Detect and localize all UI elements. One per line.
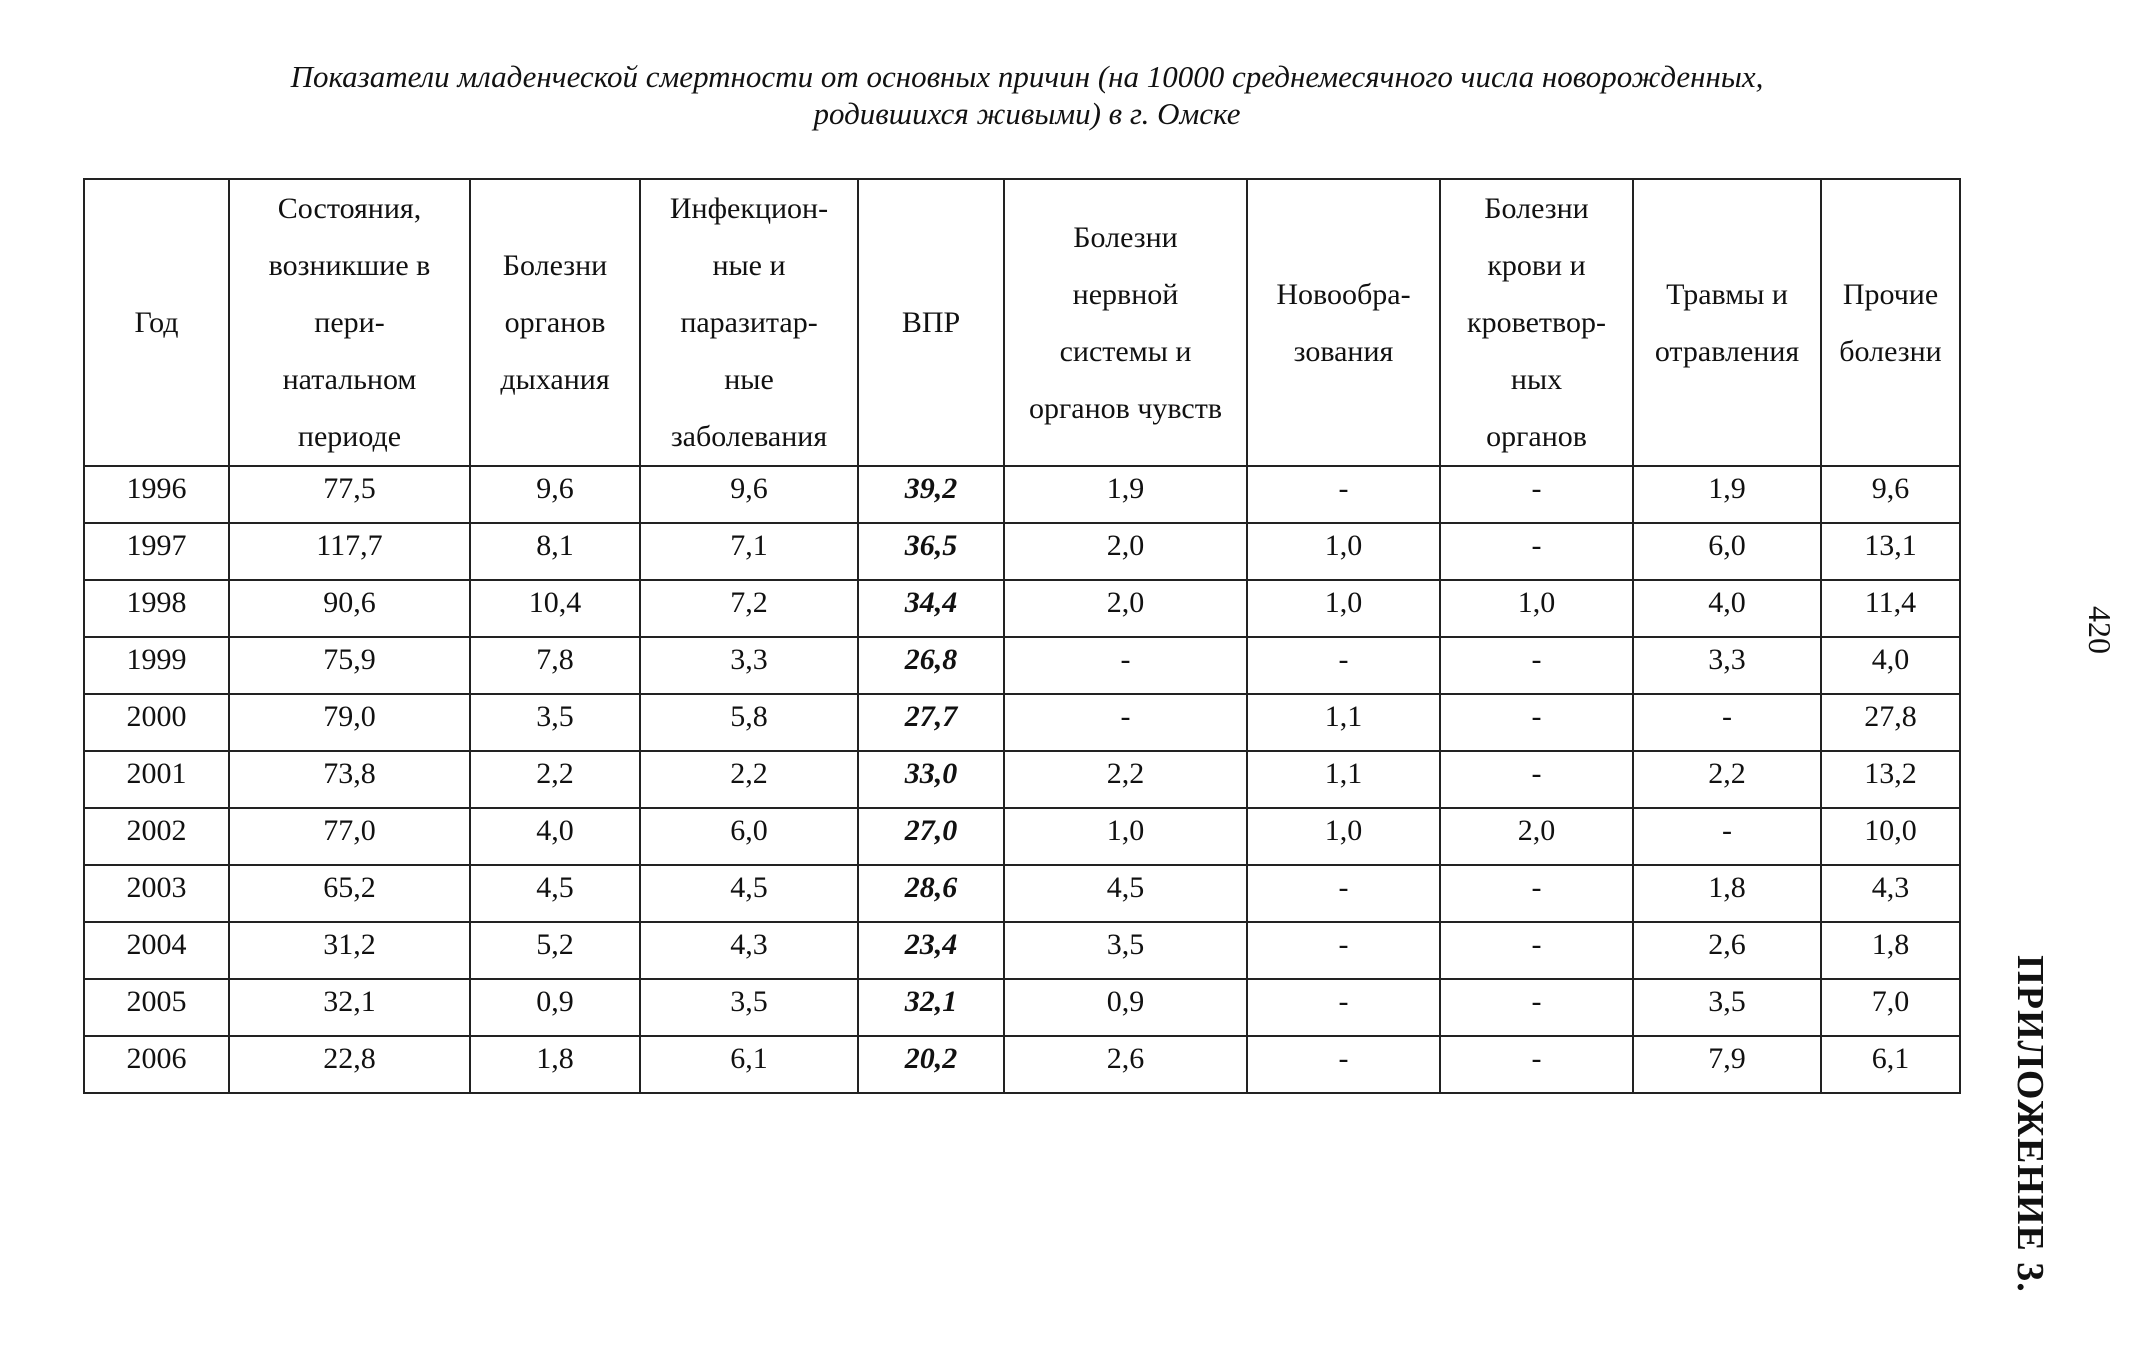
cell-vpr: 36,5 (858, 523, 1004, 580)
cell-infectious: 7,2 (640, 580, 858, 637)
cell-injuries: - (1633, 808, 1821, 865)
column-header-line: натальном (282, 363, 417, 396)
table-row (84, 865, 1960, 922)
column-header-line: ные и (712, 249, 786, 282)
column-header-line: паразитар- (680, 306, 818, 339)
cell-perinatal: 79,0 (229, 694, 470, 751)
table-header (84, 179, 1960, 466)
cell-other: 10,0 (1821, 808, 1960, 865)
cell-vpr: 33,0 (858, 751, 1004, 808)
cell-other: 6,1 (1821, 1036, 1960, 1093)
cell-other: 1,8 (1821, 922, 1960, 979)
table-body (84, 466, 1960, 1093)
cell-respiratory: 9,6 (470, 466, 640, 523)
cell-blood: - (1440, 979, 1633, 1036)
cell-year: 1998 (84, 580, 229, 637)
cell-blood: - (1440, 1036, 1633, 1093)
column-header-line: периоде (297, 420, 402, 453)
cell-neoplasms: 1,1 (1247, 751, 1440, 808)
column-header-infectious (640, 179, 858, 466)
cell-vpr: 26,8 (858, 637, 1004, 694)
column-header-neoplasms (1247, 179, 1440, 466)
cell-respiratory: 4,5 (470, 865, 640, 922)
column-header-line: ВПР (901, 306, 961, 339)
cell-neoplasms: 1,1 (1247, 694, 1440, 751)
cell-year: 2001 (84, 751, 229, 808)
cell-infectious: 3,3 (640, 637, 858, 694)
cell-year: 2000 (84, 694, 229, 751)
cell-perinatal: 32,1 (229, 979, 470, 1036)
column-header-line: Инфекцион- (669, 192, 829, 225)
cell-nervous: 2,0 (1004, 580, 1247, 637)
column-header-line: Новообра- (1276, 277, 1411, 311)
column-header-line: крови и (1487, 249, 1586, 282)
column-header-line: органов чувств (1028, 391, 1222, 425)
column-header-blood (1440, 179, 1633, 466)
column-header-line: возникшие в (268, 249, 431, 282)
cell-respiratory: 10,4 (470, 580, 640, 637)
table-row (84, 751, 1960, 808)
cell-vpr: 28,6 (858, 865, 1004, 922)
column-header-line: отравления (1654, 334, 1800, 368)
column-header-line: ных (1510, 363, 1563, 396)
cell-nervous: 4,5 (1004, 865, 1247, 922)
cell-perinatal: 65,2 (229, 865, 470, 922)
column-header-line: Травмы и (1666, 277, 1788, 311)
cell-vpr: 27,7 (858, 694, 1004, 751)
cell-perinatal: 77,0 (229, 808, 470, 865)
cell-year: 2002 (84, 808, 229, 865)
column-header-line: дыхания (500, 363, 610, 396)
table-row (84, 637, 1960, 694)
cell-injuries: 6,0 (1633, 523, 1821, 580)
cell-blood: - (1440, 751, 1633, 808)
cell-perinatal: 31,2 (229, 922, 470, 979)
cell-neoplasms: - (1247, 1036, 1440, 1093)
column-header-line: Состояния, (277, 192, 422, 225)
cell-nervous: 2,6 (1004, 1036, 1247, 1093)
cell-injuries: 3,3 (1633, 637, 1821, 694)
column-header-line: Болезни (1073, 220, 1178, 254)
cell-infectious: 9,6 (640, 466, 858, 523)
column-header-line: кроветвор- (1467, 306, 1606, 339)
cell-nervous: 1,9 (1004, 466, 1247, 523)
column-header-respiratory (470, 179, 640, 466)
cell-blood: - (1440, 466, 1633, 523)
cell-blood: - (1440, 523, 1633, 580)
column-header-line: зования (1293, 334, 1394, 368)
column-header-line: органов (504, 306, 606, 339)
cell-neoplasms: - (1247, 865, 1440, 922)
column-header-line: Болезни (1484, 192, 1589, 225)
table-row (84, 1036, 1960, 1093)
cell-other: 4,3 (1821, 865, 1960, 922)
cell-vpr: 34,4 (858, 580, 1004, 637)
cell-other: 9,6 (1821, 466, 1960, 523)
cell-other: 4,0 (1821, 637, 1960, 694)
cell-respiratory: 1,8 (470, 1036, 640, 1093)
cell-neoplasms: - (1247, 466, 1440, 523)
cell-year: 2003 (84, 865, 229, 922)
cell-perinatal: 117,7 (229, 523, 470, 580)
cell-infectious: 4,3 (640, 922, 858, 979)
column-header-year (84, 179, 229, 466)
cell-other: 13,1 (1821, 523, 1960, 580)
table-row (84, 694, 1960, 751)
cell-blood: - (1440, 637, 1633, 694)
cell-perinatal: 90,6 (229, 580, 470, 637)
cell-infectious: 2,2 (640, 751, 858, 808)
cell-injuries: 7,9 (1633, 1036, 1821, 1093)
cell-nervous: 2,0 (1004, 523, 1247, 580)
cell-blood: 2,0 (1440, 808, 1633, 865)
column-header-injuries (1633, 179, 1821, 466)
table-caption (82, 58, 1972, 132)
table-row (84, 580, 1960, 637)
appendix-label: ПРИЛОЖЕНИЕ 3. (2009, 955, 2051, 1293)
cell-neoplasms: - (1247, 637, 1440, 694)
column-header-line: Прочие (1842, 277, 1939, 311)
cell-vpr: 20,2 (858, 1036, 1004, 1093)
cell-vpr: 23,4 (858, 922, 1004, 979)
cell-respiratory: 8,1 (470, 523, 640, 580)
cell-nervous: 2,2 (1004, 751, 1247, 808)
cell-nervous: 1,0 (1004, 808, 1247, 865)
cell-perinatal: 22,8 (229, 1036, 470, 1093)
cell-nervous: - (1004, 637, 1247, 694)
column-header-perinatal (229, 179, 470, 466)
cell-injuries: - (1633, 694, 1821, 751)
cell-nervous: 0,9 (1004, 979, 1247, 1036)
cell-year: 1997 (84, 523, 229, 580)
cell-nervous: - (1004, 694, 1247, 751)
cell-respiratory: 4,0 (470, 808, 640, 865)
cell-injuries: 3,5 (1633, 979, 1821, 1036)
column-header-line: заболевания (670, 420, 828, 453)
cell-infectious: 6,0 (640, 808, 858, 865)
cell-infectious: 7,1 (640, 523, 858, 580)
cell-respiratory: 7,8 (470, 637, 640, 694)
cell-perinatal: 77,5 (229, 466, 470, 523)
cell-other: 27,8 (1821, 694, 1960, 751)
cell-respiratory: 2,2 (470, 751, 640, 808)
cell-injuries: 2,2 (1633, 751, 1821, 808)
page-number: 420 (2082, 606, 2118, 654)
column-header-other (1821, 179, 1960, 466)
table-row (84, 922, 1960, 979)
cell-vpr: 32,1 (858, 979, 1004, 1036)
cell-respiratory: 5,2 (470, 922, 640, 979)
column-header-line: ные (724, 363, 774, 396)
column-header-vpr (858, 179, 1004, 466)
cell-injuries: 4,0 (1633, 580, 1821, 637)
cell-neoplasms: - (1247, 922, 1440, 979)
cell-year: 2005 (84, 979, 229, 1036)
cell-injuries: 1,9 (1633, 466, 1821, 523)
cell-respiratory: 3,5 (470, 694, 640, 751)
cell-neoplasms: 1,0 (1247, 808, 1440, 865)
cell-nervous: 3,5 (1004, 922, 1247, 979)
cell-other: 13,2 (1821, 751, 1960, 808)
column-header-line: нервной (1072, 277, 1179, 311)
table-caption-line-2: родившихся живыми) в г. Омске (813, 96, 1241, 131)
cell-blood: - (1440, 922, 1633, 979)
cell-blood: 1,0 (1440, 580, 1633, 637)
cell-respiratory: 0,9 (470, 979, 640, 1036)
cell-vpr: 27,0 (858, 808, 1004, 865)
cell-other: 11,4 (1821, 580, 1960, 637)
table-row (84, 466, 1960, 523)
cell-year: 1996 (84, 466, 229, 523)
cell-infectious: 6,1 (640, 1036, 858, 1093)
cell-neoplasms: 1,0 (1247, 580, 1440, 637)
column-header-line: системы и (1059, 334, 1192, 368)
cell-blood: - (1440, 865, 1633, 922)
cell-vpr: 39,2 (858, 466, 1004, 523)
cell-injuries: 2,6 (1633, 922, 1821, 979)
cell-injuries: 1,8 (1633, 865, 1821, 922)
column-header-nervous (1004, 179, 1247, 466)
table-row (84, 979, 1960, 1036)
cell-other: 7,0 (1821, 979, 1960, 1036)
cell-perinatal: 75,9 (229, 637, 470, 694)
cell-year: 2006 (84, 1036, 229, 1093)
cell-infectious: 5,8 (640, 694, 858, 751)
table-row (84, 808, 1960, 865)
cell-infectious: 3,5 (640, 979, 858, 1036)
cell-perinatal: 73,8 (229, 751, 470, 808)
column-header-line: Болезни (502, 249, 608, 282)
column-header-line: пери- (314, 306, 385, 339)
table-caption-line-1: Показатели младенческой смертности от основных причин (на 10000 среднемесячного числа новорожденных, (290, 59, 1764, 94)
cell-infectious: 4,5 (640, 865, 858, 922)
cell-year: 1999 (84, 637, 229, 694)
column-header-line: болезни (1839, 334, 1942, 368)
cell-year: 2004 (84, 922, 229, 979)
column-header-line: органов (1486, 420, 1587, 453)
cell-neoplasms: - (1247, 979, 1440, 1036)
cell-neoplasms: 1,0 (1247, 523, 1440, 580)
table-row (84, 523, 1960, 580)
header-row (84, 179, 1960, 466)
column-header-line: Год (134, 306, 179, 339)
cell-blood: - (1440, 694, 1633, 751)
mortality-table (83, 178, 1961, 1094)
